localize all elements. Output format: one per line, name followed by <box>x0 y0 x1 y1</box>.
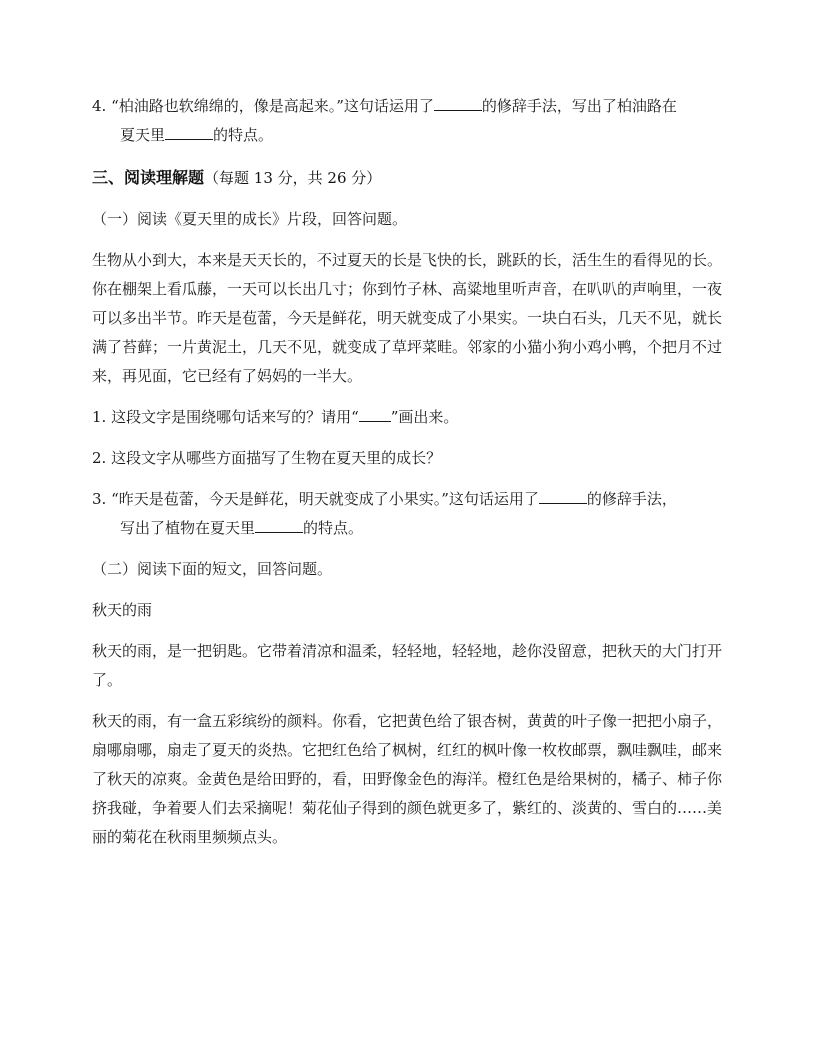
underline-sample <box>359 404 391 422</box>
part-2-heading: （二）阅读下面的短文，回答问题。 <box>92 560 333 578</box>
part-1-question-3 <box>92 485 724 543</box>
answer-blank[interactable] <box>165 122 213 140</box>
section-title: 三、阅读理解题 <box>92 168 205 187</box>
part-1-passage: 生物从小到大，本来是天天长的，不过夏天的长是飞快的长，跳跃的长，活生生的看得见的长。你在棚架上看瓜藤，一天可以长出几寸；你到竹子林、高粱地里听声音，在叭叭的声响里，一夜可以多出半节。昨天是苞蕾，今天是鲜花，明天就变成了小果实。一块白石头，几天不见，就长满了苔藓；一片黄泥土，几天不见，就变成了草坪菜畦。邻家的小猫小狗小鸡小鸭，个把月不过来，再见面，它已经有了妈妈的一半大。 <box>92 251 723 385</box>
part-1-heading: （一）阅读《夏天里的成长》片段，回答问题。 <box>92 210 408 228</box>
question-3-prefix: 3. “昨天是苞蕾，今天是鲜花，明天就变成了小果实。”这句话运用了 <box>92 490 539 508</box>
passage-title: 秋天的雨 <box>92 601 153 619</box>
question-4-middle: 的修辞手法，写出了柏油路在 <box>481 97 677 115</box>
document-page <box>92 92 724 852</box>
question-4-line2-suffix: 的特点。 <box>213 126 274 144</box>
answer-blank[interactable] <box>255 515 303 533</box>
question-4-line2-prefix: 夏天里 <box>120 126 166 144</box>
passage-paragraph-1: 秋天的雨，是一把钥匙。它带着清凉和温柔，轻轻地，轻轻地，趁你没留意，把秋天的大门打开了。 <box>92 642 723 689</box>
question-3-line2-prefix: 写出了植物在夏天里 <box>120 519 256 537</box>
question-1-prefix: 1. 这段文字是围绕哪句话来写的？请用“ <box>92 408 359 426</box>
question-4 <box>92 92 724 150</box>
part-1-question-2: 2. 这段文字从哪些方面描写了生物在夏天里的成长？ <box>92 449 442 467</box>
question-4-prefix: 4. “柏油路也软绵绵的，像是高起来。”这句话运用了 <box>92 97 434 115</box>
answer-blank[interactable] <box>434 93 482 111</box>
question-3-line2-suffix: 的特点。 <box>303 519 364 537</box>
section-heading <box>92 163 724 193</box>
question-1-suffix: ”画出来。 <box>390 408 459 426</box>
question-3-middle: 的修辞手法， <box>586 490 677 508</box>
section-score-note: （每题 13 分，共 26 分） <box>204 169 382 187</box>
answer-blank[interactable] <box>539 486 587 504</box>
part-1-question-1 <box>92 403 724 432</box>
passage-paragraph-2: 秋天的雨，有一盒五彩缤纷的颜料。你看，它把黄色给了银杏树，黄黄的叶子像一把把小扇子，扇哪扇哪，扇走了夏天的炎热。它把红色给了枫树，红红的枫叶像一枚枚邮票，飘哇飘哇，邮来了秋天的凉爽。金黄色是给田野的，看，田野像金色的海洋。橙红色是给果树的，橘子、柿子你挤我碰，争着要人们去采摘呢！菊花仙子得到的颜色就更多了，紫红的、淡黄的、雪白的……美丽的菊花在秋雨里频频点头。 <box>92 712 723 846</box>
